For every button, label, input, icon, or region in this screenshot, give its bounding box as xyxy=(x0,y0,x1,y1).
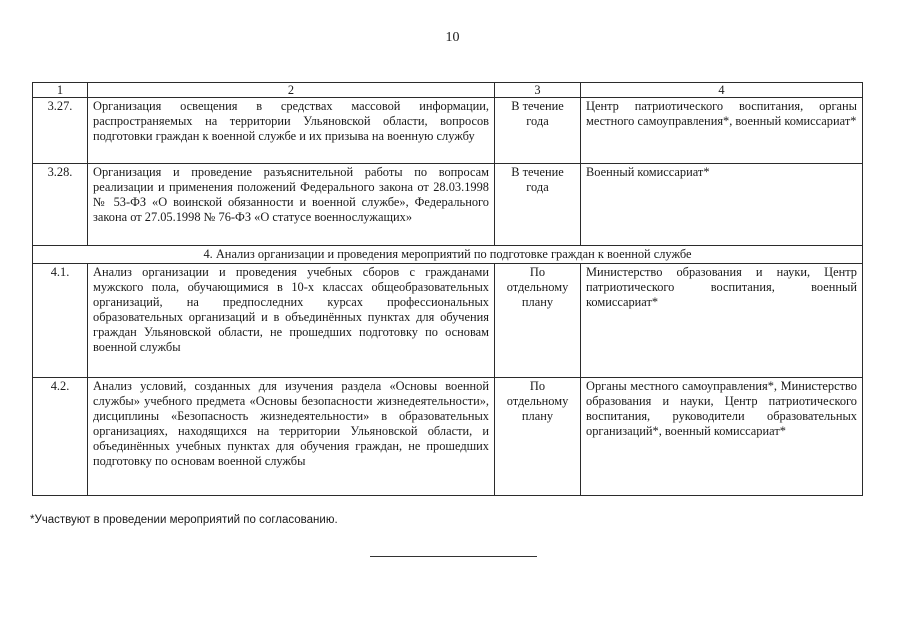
item-number: 3.28. xyxy=(33,164,88,246)
column-header-executors: 4 xyxy=(581,83,863,98)
end-rule xyxy=(370,556,537,557)
item-executors: Министерство образования и науки, Центр патриотического воспитания, военный комиссариат* xyxy=(581,264,863,378)
item-content: Организация и проведение разъяснительной работы по вопросам реализации и применения положений Федерального закона от 28.03.1998 № 53-ФЗ «О воинской обязанности и военной службе», Федерального закона от 27.05.1998 № 76-ФЗ «О статусе военнослужащих» xyxy=(88,164,495,246)
item-number: 3.27. xyxy=(33,98,88,164)
measures-table xyxy=(32,82,863,496)
table-row xyxy=(33,164,863,246)
column-header-term: 3 xyxy=(495,83,581,98)
item-term: По отдельному плану xyxy=(495,264,581,378)
item-term: В течение года xyxy=(495,164,581,246)
table-row xyxy=(33,98,863,164)
item-content: Анализ организации и проведения учебных сборов с гражданами мужского пола, обучающимися в 10-х классах общеобразовательных организаций, на предпоследних курсах профессиональных образовательных организаций и в объединённых пунктах для обучения граждан Ульяновской области, не прошедших подготовку по основам военной службы xyxy=(88,264,495,378)
column-header-number: 1 xyxy=(33,83,88,98)
item-executors: Военный комиссариат* xyxy=(581,164,863,246)
item-content: Организация освещения в средствах массовой информации, распространяемых на территории Ульяновской области, вопросов подготовки граждан к военной службе и их призыва на военную службу xyxy=(88,98,495,164)
item-executors: Органы местного самоуправления*, Министерство образования и науки, Центр патриотического воспитания, руководители образовательных организаций*, военный комиссариат* xyxy=(581,378,863,496)
item-number: 4.1. xyxy=(33,264,88,378)
table-row xyxy=(33,378,863,496)
item-number: 4.2. xyxy=(33,378,88,496)
item-content: Анализ условий, созданных для изучения раздела «Основы военной службы» учебного предмета «Основы безопасности жизнедеятельности», дисциплины «Безопасность жизнедеятельности» в образовательных организациях, находящихся на территории Ульяновской области, и объединённых учебных пунктах для обучения граждан, не прошедших подготовку по основам военной службы xyxy=(88,378,495,496)
column-header-content: 2 xyxy=(88,83,495,98)
item-term: В течение года xyxy=(495,98,581,164)
table-row xyxy=(33,264,863,378)
footnote: *Участвуют в проведении мероприятий по согласованию. xyxy=(30,514,338,526)
item-term: По отдельному плану xyxy=(495,378,581,496)
section-heading: 4. Анализ организации и проведения мероприятий по подготовке граждан к военной службе xyxy=(33,246,863,264)
page-number: 10 xyxy=(445,30,460,45)
section-row xyxy=(33,246,863,264)
item-executors: Центр патриотического воспитания, органы местного самоуправления*, военный комиссариат* xyxy=(581,98,863,164)
table-header-row xyxy=(33,83,863,98)
